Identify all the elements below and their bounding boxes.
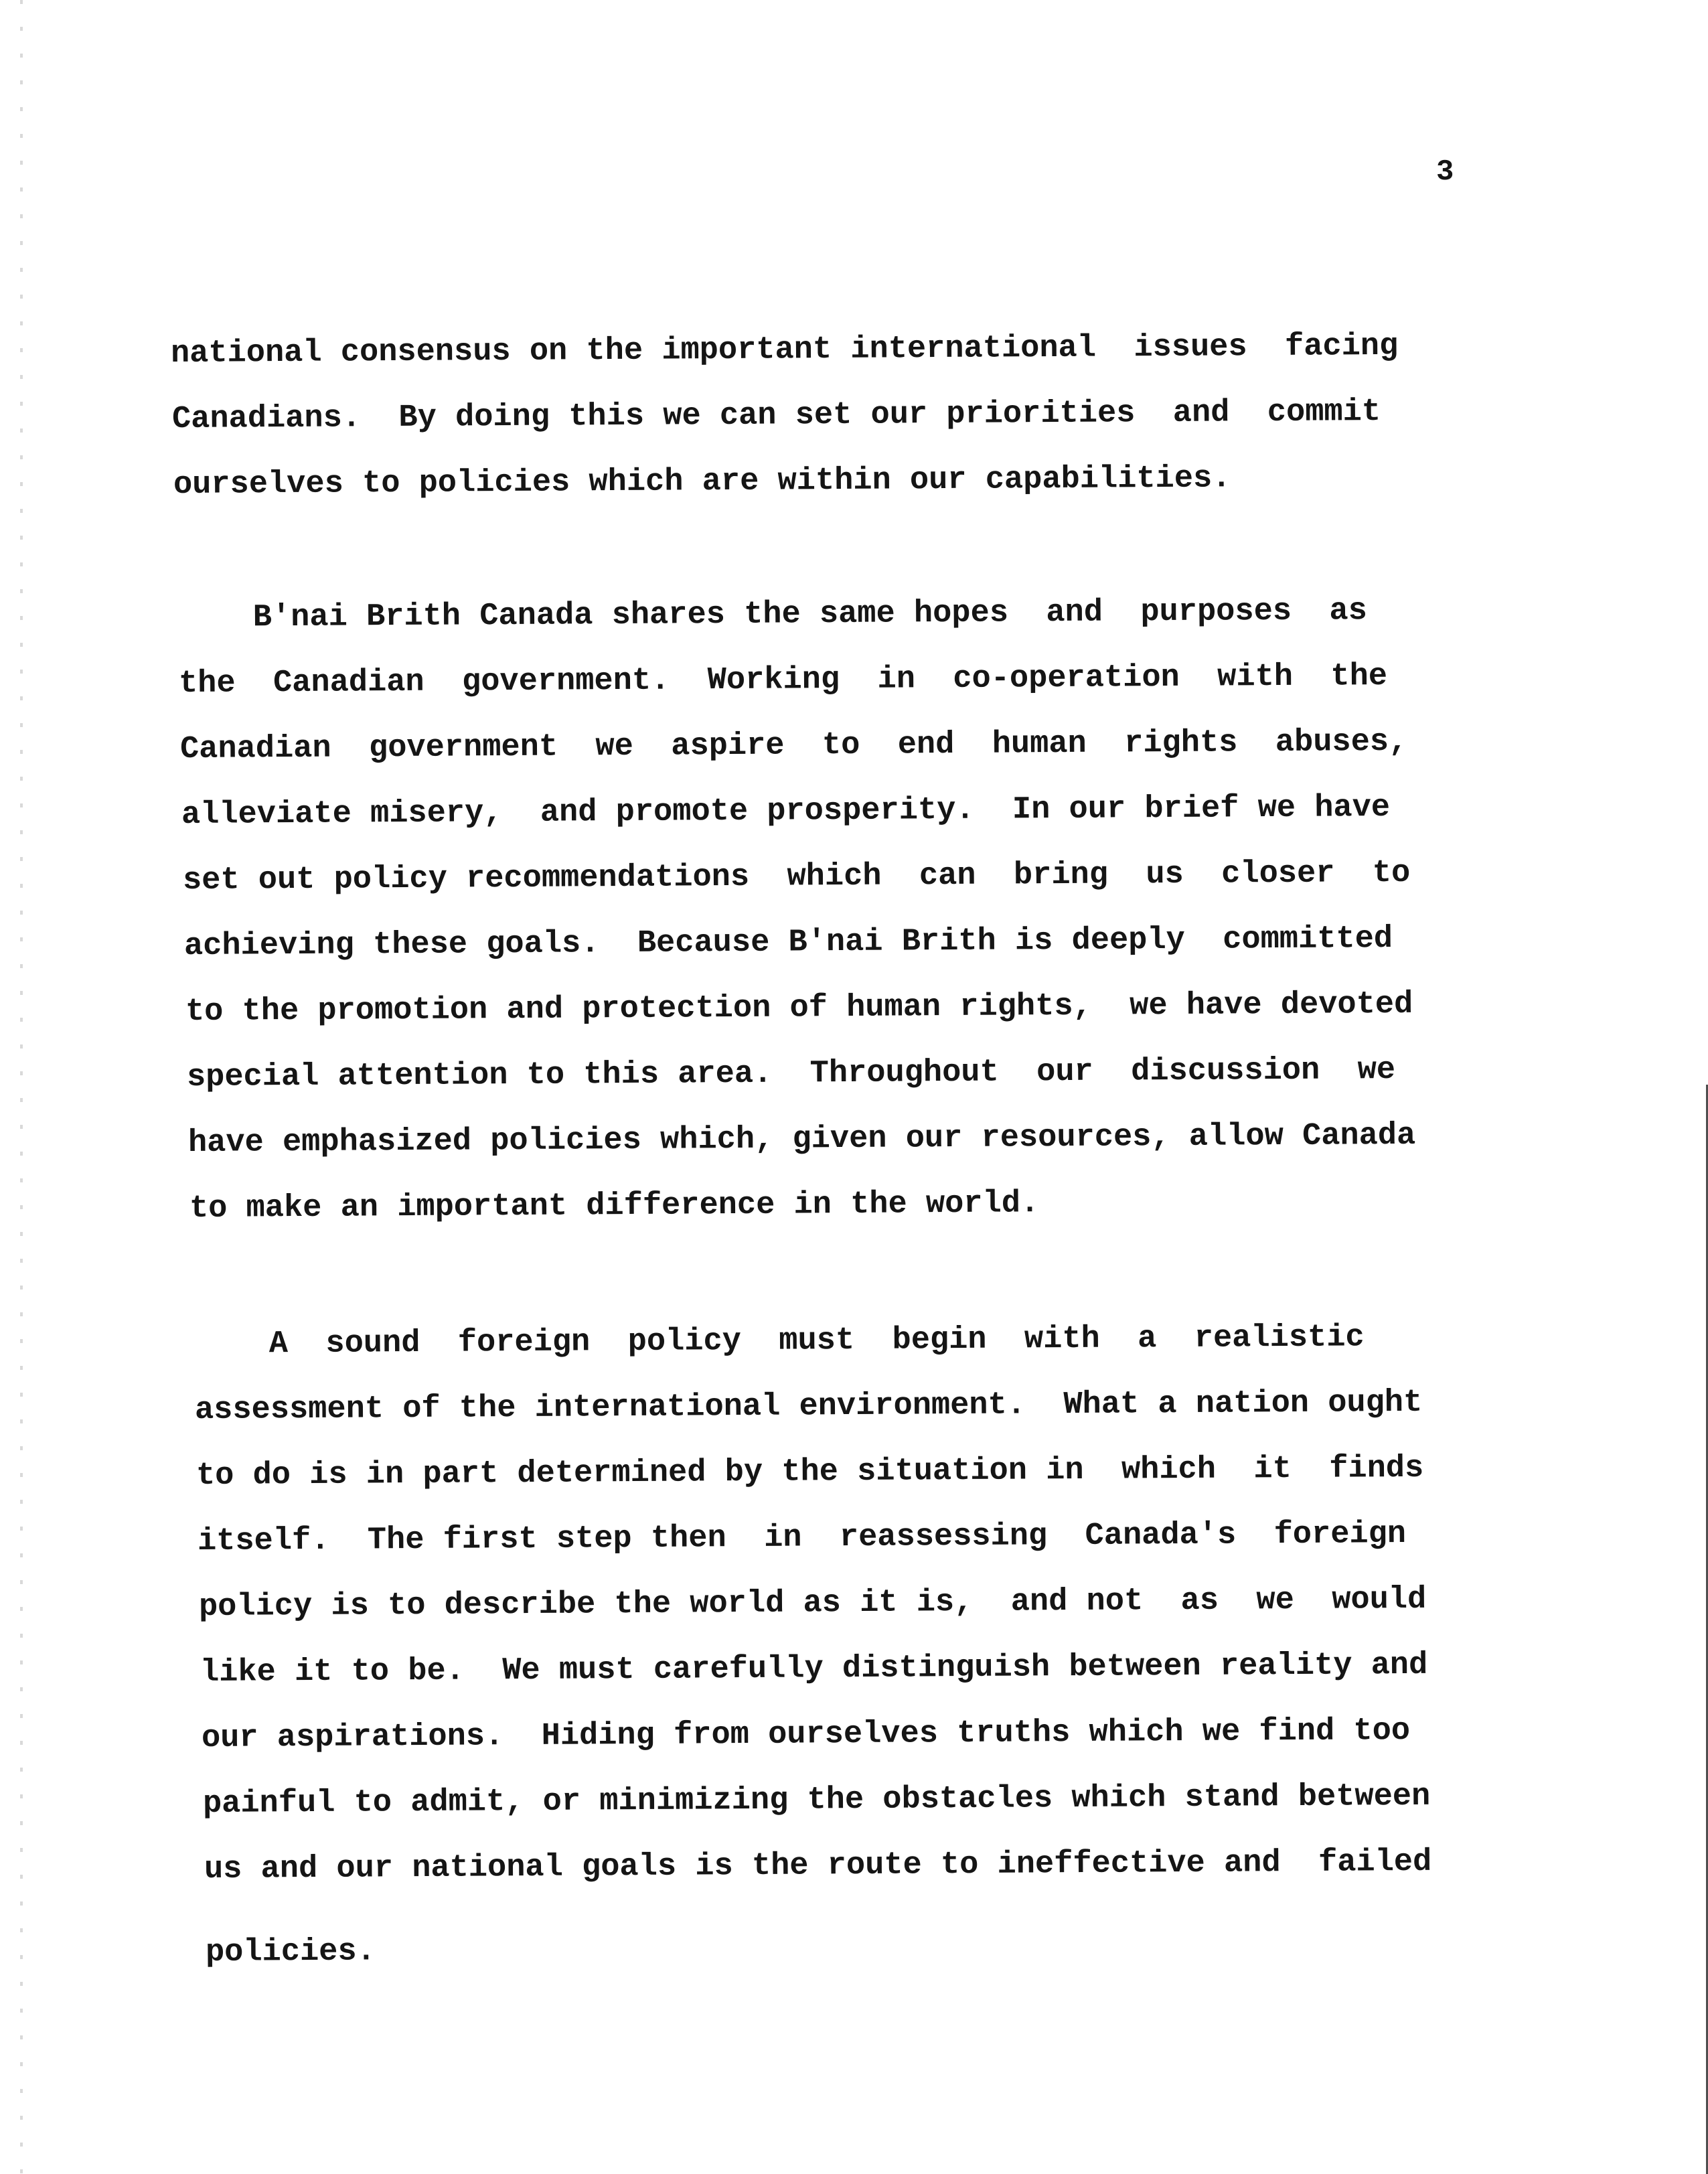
paragraph-3-line-2: assessment of the international environment. What a nation ought <box>194 1385 1423 1428</box>
scan-artifact-left-edge <box>20 0 23 2174</box>
paragraph-2-line-6: achieving these goals. Because B'nai Brith is deeply committed <box>183 921 1393 964</box>
paragraph-2-line-7: to the promotion and protection of human rights, we have devoted <box>185 986 1413 1030</box>
paragraph-1-line-2: Canadians. By doing this we can set our priorities and commit <box>171 394 1381 437</box>
paragraph-3-line-5: policy is to describe the world as it is, and not as we would <box>198 1581 1427 1625</box>
paragraph-3-line-1: A sound foreign policy must begin with a realistic <box>193 1320 1365 1363</box>
paragraph-2-line-4: alleviate misery, and promote prosperity. In our brief we have <box>181 789 1391 833</box>
paragraph-2-line-10: to make an important difference in the world. <box>189 1186 1040 1227</box>
paragraph-3-line-7: our aspirations. Hiding from ourselves truths which we find too <box>201 1713 1411 1756</box>
paragraph-3-line-9: us and our national goals is the route to ineffective and failed <box>204 1844 1432 1887</box>
paragraph-1-line-1: national consensus on the important international issues facing <box>170 328 1399 372</box>
paragraph-2-line-1: B'nai Brith Canada shares the same hopes and purposes as <box>177 593 1368 636</box>
paragraph-3-line-8: painful to admit, or minimizing the obstacles which stand between <box>202 1778 1431 1822</box>
paragraph-2-line-9: have emphasized policies which, given our resources, allow Canada <box>187 1117 1416 1161</box>
paragraph-2-line-5: set out policy recommendations which can bring us closer to <box>182 855 1411 899</box>
paragraph-2-line-3: Canadian government we aspire to end human rights abuses, <box>179 724 1408 767</box>
paragraph-2-line-8: special attention to this area. Throughout our discussion we <box>186 1052 1396 1095</box>
paragraph-3-line-10: policies. <box>205 1934 376 1970</box>
paragraph-3-line-3: to do is in part determined by the situation in which it finds <box>196 1450 1424 1494</box>
paragraph-1-line-3: ourselves to policies which are within our capabilities. <box>173 461 1231 503</box>
paragraph-3-line-6: like it to be. We must carefully distinguish between reality and <box>200 1647 1428 1691</box>
paragraph-3-line-4: itself. The first step then in reassessing Canada's foreign <box>197 1516 1407 1559</box>
paragraph-2-line-2: the Canadian government. Working in co-operation with the <box>178 658 1388 702</box>
page-number: 3 <box>1436 155 1454 189</box>
